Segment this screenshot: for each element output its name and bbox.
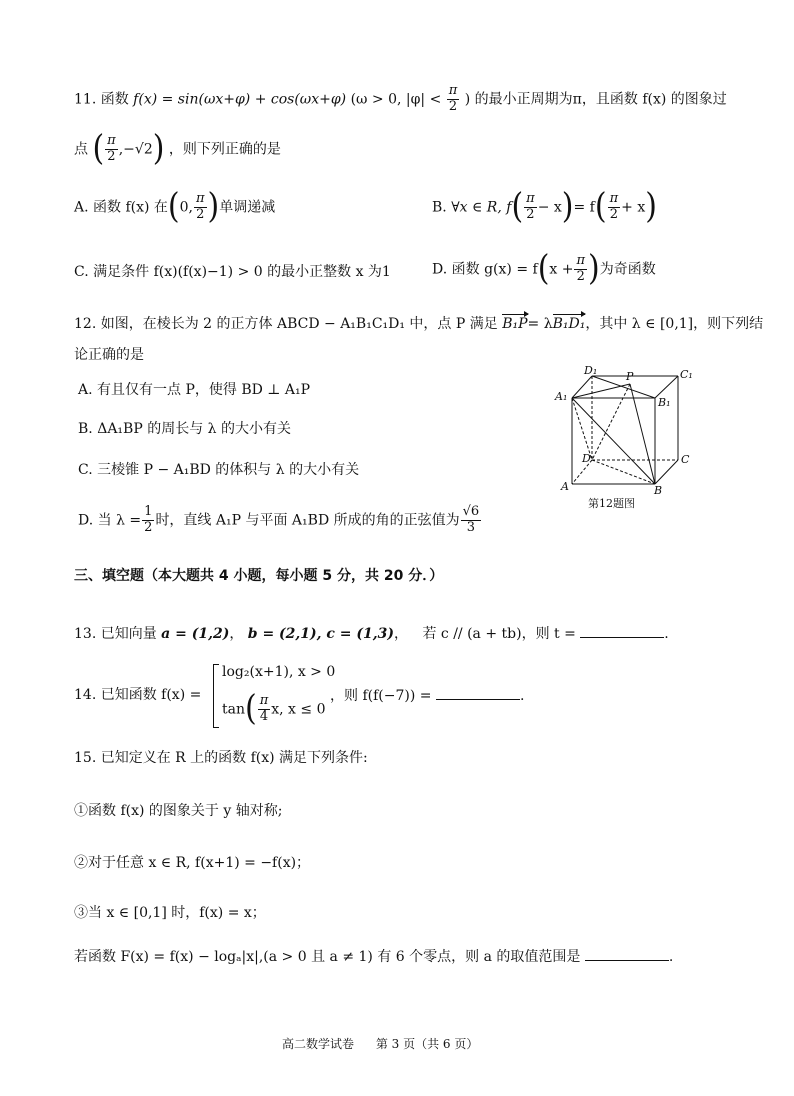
figure-caption: 第12题图 bbox=[588, 497, 635, 510]
label-c: C bbox=[681, 453, 690, 466]
q14-answer-blank[interactable] bbox=[436, 687, 520, 700]
q14-lead: 14. 已知函数 f(x) = bbox=[74, 687, 202, 703]
q15-cond1: ①函数 f(x) 的图象关于 y 轴对称; bbox=[74, 803, 283, 819]
q11-option-b: B. ∀x ∈ R, f( $\frac{\pi}{2}$ − x)= f( $\frac{\pi}{2}$ + x) bbox=[432, 186, 657, 227]
q11-option-a: A. 函数 f(x) 在(0, $\frac{\pi}{2}$ )单调递减 bbox=[74, 186, 276, 227]
q13: 13. 已知向量 a = (1,2)， b = (2,1), c = (1,3)， 若 c // (a + tb)，则 t = . bbox=[74, 626, 669, 642]
q14-case1: log₂(x+1), x > 0 bbox=[222, 664, 336, 680]
q15-line1: 15. 已知定义在 R 上的函数 f(x) 满足下列条件: bbox=[74, 750, 368, 766]
label-a: A bbox=[561, 480, 569, 493]
q14-case2: tan( $\frac{\pi}{4}$ x, x ≤ 0 bbox=[222, 688, 326, 729]
section-title: 三、填空题（本大题共 4 小题，每小题 5 分，共 20 分．） bbox=[74, 568, 444, 584]
q14-brace bbox=[213, 664, 219, 728]
q11-option-d: D. 函数 g(x) = f(x + $\frac{\pi}{2}$ )为奇函数 bbox=[432, 248, 656, 289]
q11-num: 11. bbox=[74, 91, 97, 108]
label-d1: D₁ bbox=[584, 364, 598, 377]
label-a1: A₁ bbox=[555, 390, 568, 403]
q12-option-b: B. ΔA₁BP 的周长与 λ 的大小有关 bbox=[78, 421, 291, 437]
q12-option-a: A. 有且仅有一点 P，使得 BD ⊥ A₁P bbox=[78, 382, 311, 398]
q12-line2: 论正确的是 bbox=[74, 347, 144, 363]
q12-line1: 12. 如图，在棱长为 2 的正方体 ABCD − A₁B₁C₁D₁ 中，点 P 满足 B₁P= λB₁D₁，其中 λ ∈ [0,1]，则下列结 bbox=[74, 316, 764, 332]
footer: 高二数学试卷 第 3 页（共 6 页） bbox=[282, 1037, 479, 1051]
q12-option-d: D. 当 λ = $\frac{1}{2}$ 时，直线 A₁P 与平面 A₁BD 所成的角的正弦值为 $\frac{√6}{3}$ bbox=[78, 504, 480, 535]
q15-cond2: ②对于任意 x ∈ R, f(x+1) = −f(x)； bbox=[74, 855, 311, 871]
q13-answer-blank[interactable] bbox=[580, 625, 664, 638]
q15-cond3: ③当 x ∈ [0,1] 时，f(x) = x； bbox=[74, 905, 266, 921]
label-b1: B₁ bbox=[658, 396, 671, 409]
label-c1: C₁ bbox=[680, 368, 693, 381]
q12-option-c: C. 三棱锥 P − A₁BD 的体积与 λ 的大小有关 bbox=[78, 462, 360, 478]
label-d: D bbox=[582, 452, 591, 465]
label-p: P bbox=[626, 370, 634, 383]
q15-answer-blank[interactable] bbox=[585, 948, 669, 961]
label-b: B bbox=[654, 484, 663, 497]
q11-option-c: C. 满足条件 f(x)(f(x)−1) > 0 的最小正整数 x 为1 bbox=[74, 264, 391, 280]
cube-figure bbox=[550, 362, 710, 510]
q15-last: 若函数 F(x) = f(x) − logₐ|x|,(a > 0 且 a ≠ 1) 有 6 个零点，则 a 的取值范围是 . bbox=[74, 949, 674, 965]
q14-tail: ，则 f(f(−7)) = . bbox=[330, 688, 525, 704]
q11-line2: 点 ( $\frac{\pi}{2}$ ,−√2) ，则下列正确的是 bbox=[74, 128, 281, 169]
q11-line1: 11. 函数 f(x) = sin(ωx+φ) + cos(ωx+φ) (ω > 0, |φ| < $\frac{\pi}{2}$ ) 的最小正周期为π，且函数 f(x) 的图象过 bbox=[74, 83, 727, 114]
